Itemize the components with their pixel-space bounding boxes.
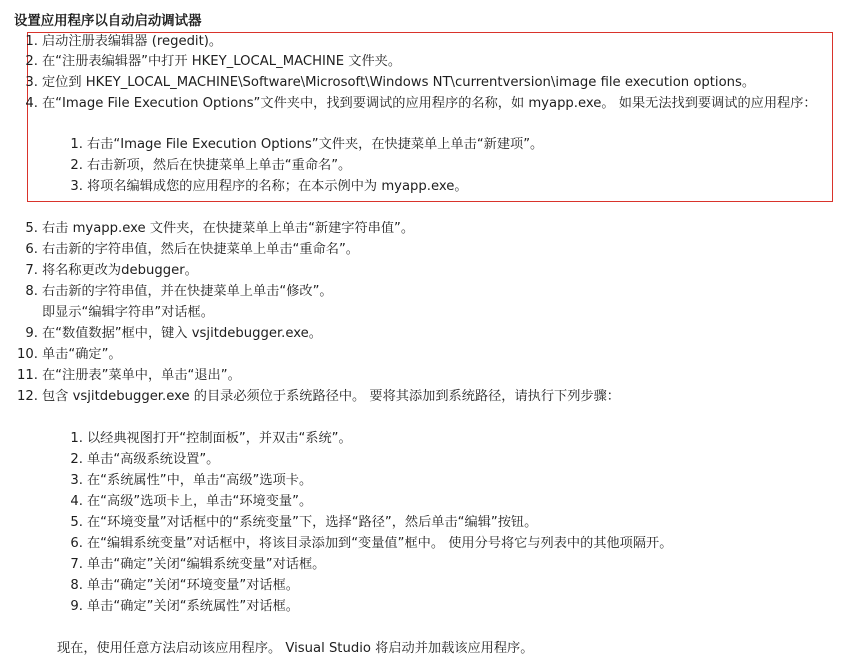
step-number: 9. xyxy=(25,326,38,341)
step-text: 在“高级”选项卡上，单击“环境变量”。 xyxy=(87,494,313,509)
step-text: 包含 vsjitdebugger.exe 的目录必须位于系统路径中。 要将其添加到系统路径，请执行下列步骤： xyxy=(42,389,620,404)
step-number: 2. xyxy=(25,54,38,69)
list-item xyxy=(61,430,352,448)
step-number: 7. xyxy=(70,557,83,572)
step-text: 在“注册表编辑器”中打开 HKEY_LOCAL_MACHINE 文件夹。 xyxy=(42,54,402,69)
list-item xyxy=(61,577,299,595)
step-number: 4. xyxy=(70,494,83,509)
list-item xyxy=(16,388,620,406)
list-item xyxy=(16,53,401,71)
step-text: 将名称更改为debugger。 xyxy=(42,263,198,278)
step-number: 3. xyxy=(70,179,83,194)
step-number: 2. xyxy=(70,158,83,173)
list-item xyxy=(16,325,322,343)
step-text: 启动注册表编辑器 (regedit)。 xyxy=(42,34,223,49)
step-number: 5. xyxy=(25,221,38,236)
step-note: 即显示“编辑字符串”对话框。 xyxy=(42,305,214,320)
step-number: 3. xyxy=(25,75,38,90)
step-number: 5. xyxy=(70,515,83,530)
step-number: 11. xyxy=(17,368,38,383)
step-number: 12. xyxy=(17,389,38,404)
list-item xyxy=(61,451,219,469)
step-text: 单击“确定”关闭“编辑系统变量”对话框。 xyxy=(87,557,326,572)
step-text: 单击“确定”关闭“系统属性”对话框。 xyxy=(87,599,299,614)
list-item xyxy=(61,493,312,511)
step-number: 1. xyxy=(70,431,83,446)
list-item xyxy=(16,220,414,238)
step-text: 定位到 HKEY_LOCAL_MACHINE\Software\Microsoft\Windows NT\currentversion\image file execution options。 xyxy=(42,75,756,90)
step-number: 10. xyxy=(17,347,38,362)
step-number: 3. xyxy=(70,473,83,488)
step-number: 6. xyxy=(25,242,38,257)
step-text: 右击新项，然后在快捷菜单上单击“重命名”。 xyxy=(87,158,352,173)
list-item xyxy=(16,262,198,280)
list-item xyxy=(16,95,817,113)
step-text: 单击“确定”关闭“环境变量”对话框。 xyxy=(87,578,299,593)
step-text: 在“系统属性”中，单击“高级”选项卡。 xyxy=(87,473,313,488)
step-number: 1. xyxy=(70,137,83,152)
list-item xyxy=(61,136,543,154)
page-title: 设置应用程序以自动启动调试器 xyxy=(14,14,202,29)
step-number: 4. xyxy=(25,96,38,111)
closing-paragraph: 现在，使用任意方法启动该应用程序。 Visual Studio 将启动并加载该应用程序。 xyxy=(57,641,534,656)
list-item xyxy=(61,157,351,175)
step-number: 9. xyxy=(70,599,83,614)
step-text: 在“环境变量”对话框中的“系统变量”下，选择“路径”，然后单击“编辑”按钮。 xyxy=(87,515,538,530)
list-item xyxy=(61,514,537,532)
list-item xyxy=(61,472,312,490)
list-item xyxy=(16,367,241,385)
list-item xyxy=(16,33,222,51)
list-item xyxy=(61,556,325,574)
list-item xyxy=(16,346,122,364)
list-item xyxy=(61,178,468,196)
step-text: 右击 myapp.exe 文件夹，在快捷菜单上单击“新建字符串值”。 xyxy=(42,221,415,236)
step-text: 右击新的字符串值，并在快捷菜单上单击“修改”。 xyxy=(42,284,333,299)
step-text: 右击新的字符串值，然后在快捷菜单上单击“重命名”。 xyxy=(42,242,359,257)
step-text: 以经典视图打开“控制面板”，并双击“系统”。 xyxy=(87,431,352,446)
list-item xyxy=(61,535,672,553)
step-number: 6. xyxy=(70,536,83,551)
step-number: 1. xyxy=(25,34,38,49)
step-text: 在“编辑系统变量”对话框中，将该目录添加到“变量值”框中。 使用分号将它与列表中的其他项隔开。 xyxy=(87,536,673,551)
step-text: 单击“高级系统设置”。 xyxy=(87,452,220,467)
step-number: 2. xyxy=(70,452,83,467)
list-item xyxy=(16,283,333,301)
step-text: 将项名编辑成您的应用程序的名称；在本示例中为 myapp.exe。 xyxy=(87,179,468,194)
step-number: 7. xyxy=(25,263,38,278)
list-item xyxy=(61,598,299,616)
step-text: 在“注册表”菜单中，单击“退出”。 xyxy=(42,368,241,383)
list-item xyxy=(16,74,755,92)
list-item xyxy=(16,241,359,259)
step-text: 在“Image File Execution Options”文件夹中，找到要调试的应用程序的名称，如 myapp.exe。 如果无法找到要调试的应用程序： xyxy=(42,96,817,111)
step-text: 在“数值数据”框中，键入 vsjitdebugger.exe。 xyxy=(42,326,322,341)
step-number: 8. xyxy=(70,578,83,593)
step-text: 右击“Image File Execution Options”文件夹，在快捷菜单上单击“新建项”。 xyxy=(87,137,544,152)
step-text: 单击“确定”。 xyxy=(42,347,122,362)
step-number: 8. xyxy=(25,284,38,299)
